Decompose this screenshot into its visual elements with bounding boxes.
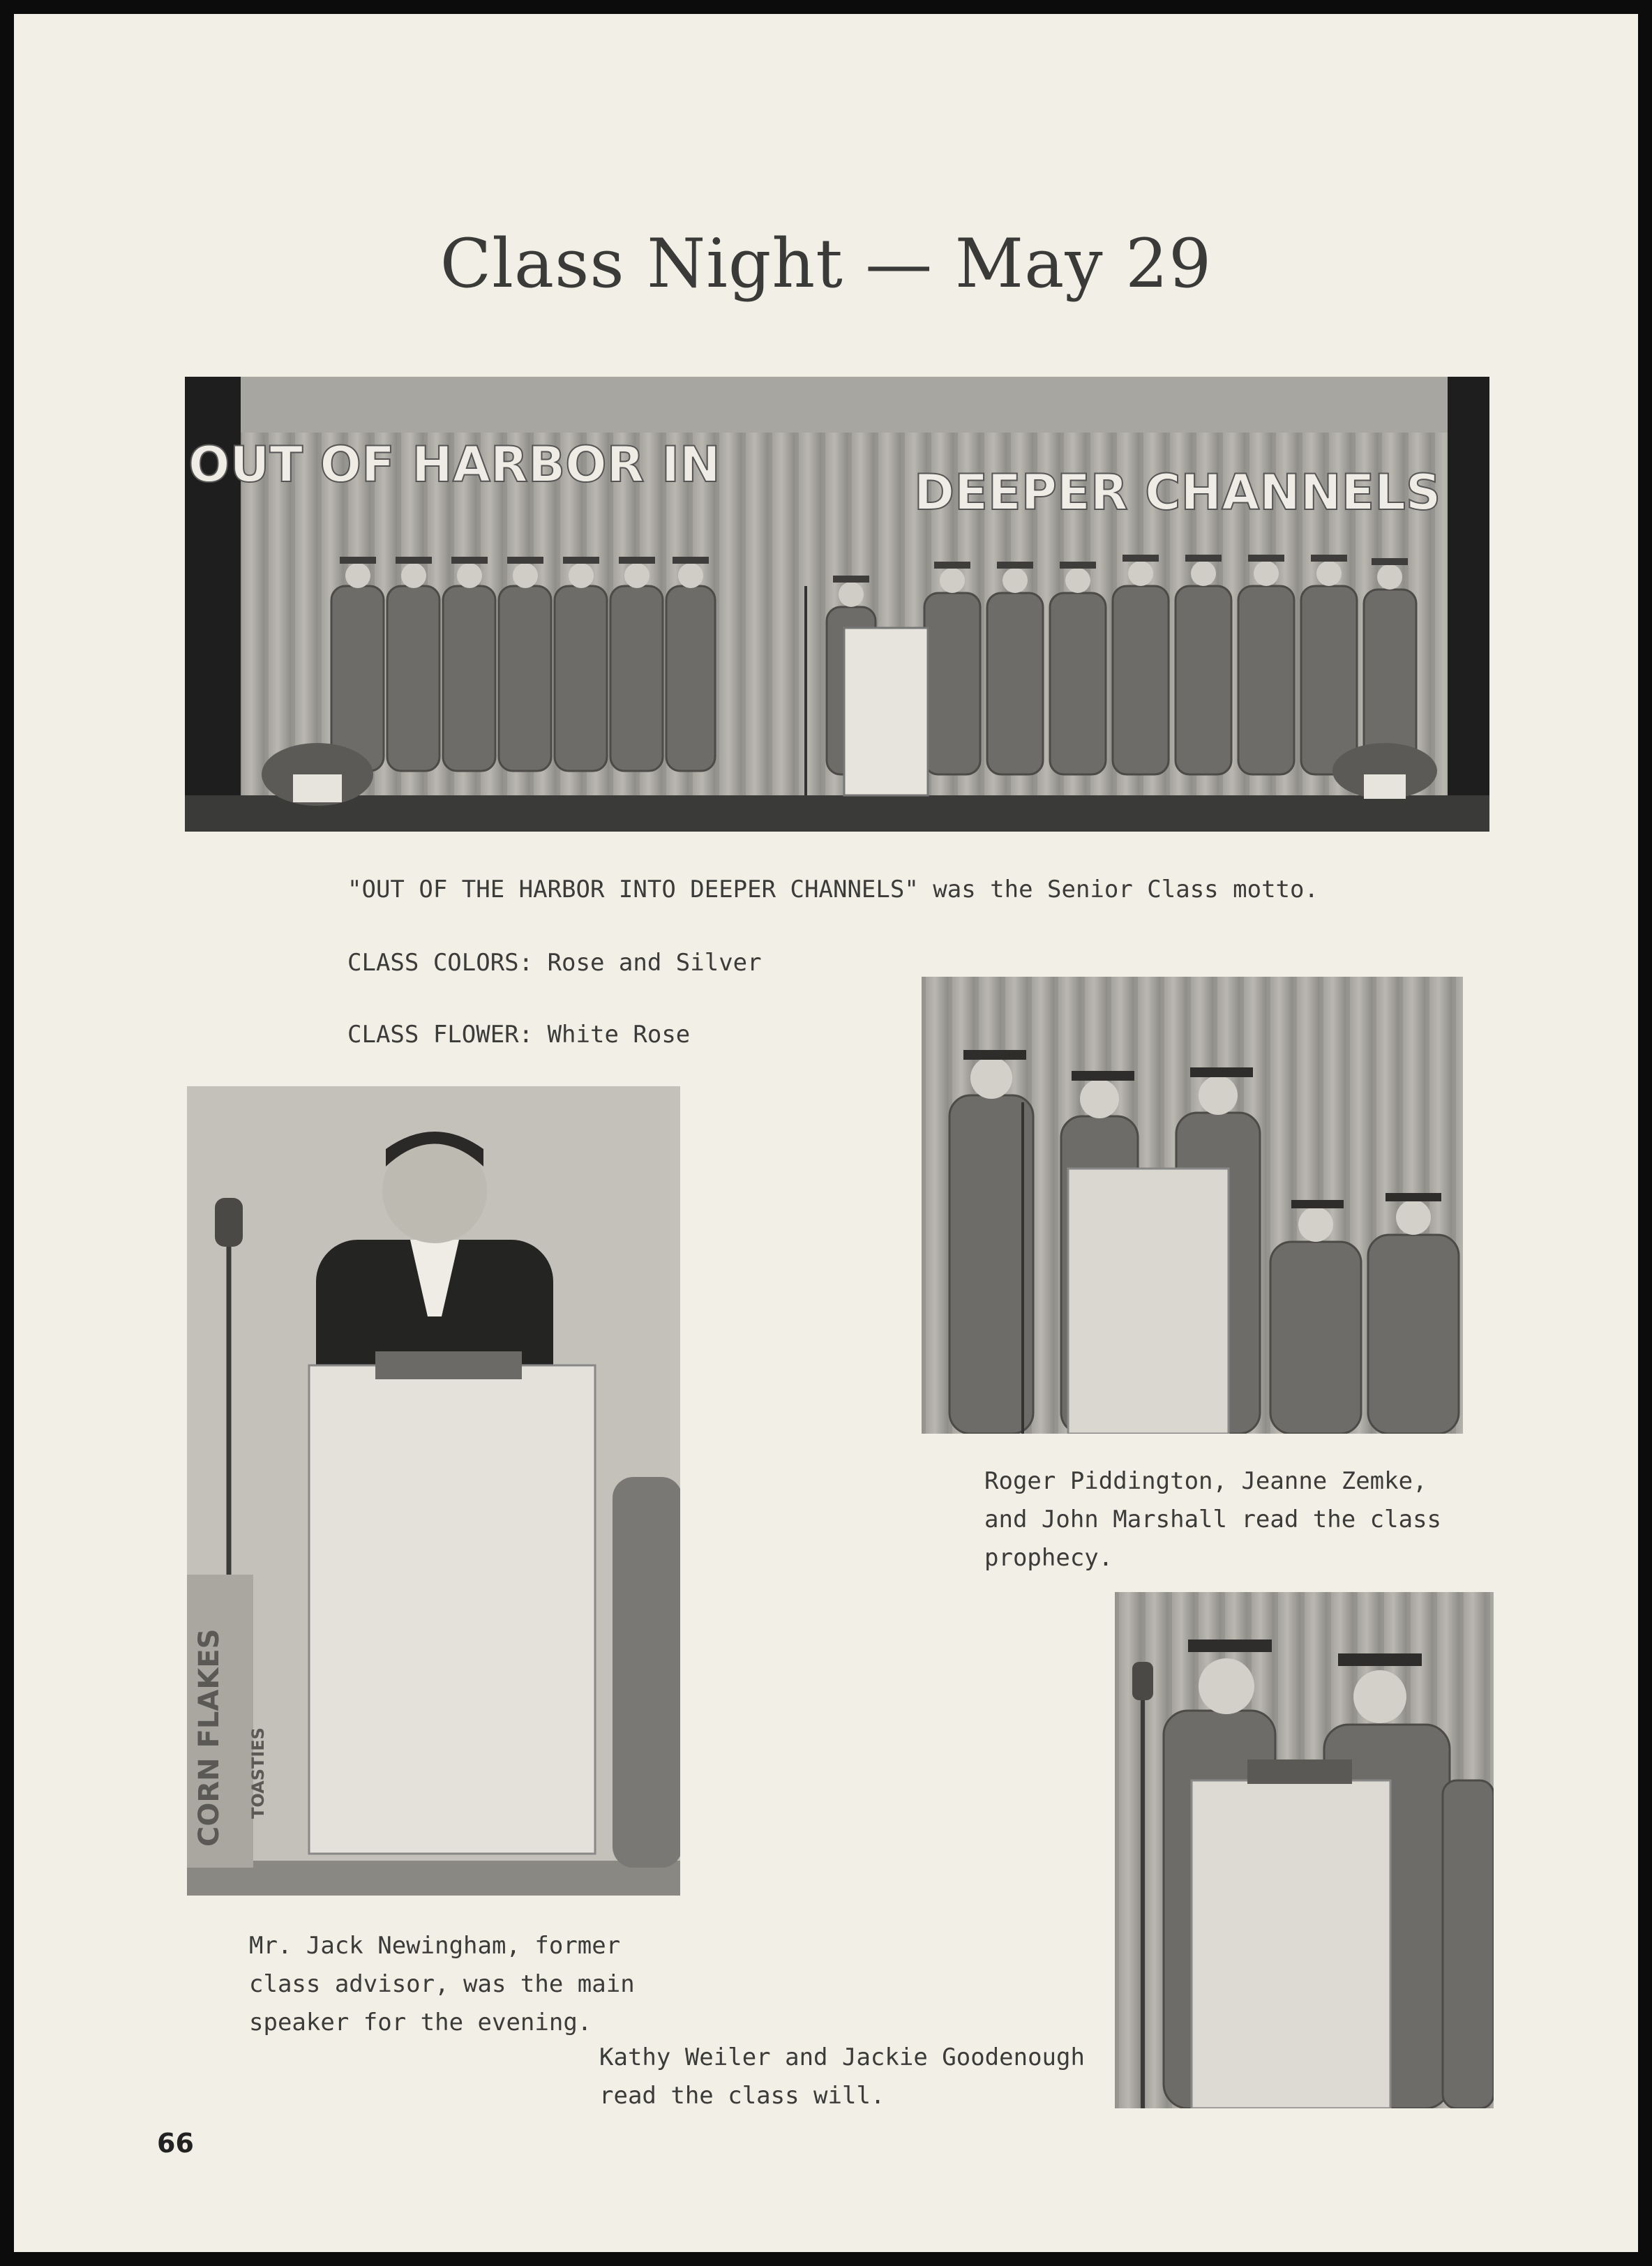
speaker-caption bbox=[249, 1927, 635, 2042]
page-number: 66 bbox=[157, 2128, 194, 2159]
speaker-photo bbox=[187, 1086, 680, 1896]
box-label-toasties: TOASTIES bbox=[248, 1727, 268, 1819]
will-caption-line: Kathy Weiler and Jackie Goodenough bbox=[599, 2043, 1085, 2071]
speaker-caption-line: speaker for the evening. bbox=[249, 2009, 592, 2036]
yearbook-page bbox=[14, 14, 1638, 2252]
colors-caption: CLASS COLORS: Rose and Silver bbox=[347, 949, 762, 977]
prophecy-caption-line: and John Marshall read the class bbox=[984, 1506, 1442, 1533]
will-caption bbox=[599, 2039, 1085, 2115]
banner-right-text: DEEPER CHANNELS bbox=[914, 464, 1441, 521]
banner-left-text: OUT OF HARBOR IN bbox=[188, 436, 721, 493]
prophecy-caption bbox=[984, 1462, 1441, 1577]
prophecy-caption-line: Roger Piddington, Jeanne Zemke, bbox=[984, 1467, 1427, 1495]
speaker-caption-line: Mr. Jack Newingham, former bbox=[249, 1932, 621, 1960]
class-will-photo bbox=[1115, 1592, 1494, 2108]
motto-caption: "OUT OF THE HARBOR INTO DEEPER CHANNELS" was the Senior Class motto. bbox=[347, 876, 1319, 903]
will-caption-line: read the class will. bbox=[599, 2082, 885, 2110]
stage-group-photo bbox=[185, 377, 1489, 832]
box-label-cornflakes: CORN FLAKES bbox=[193, 1628, 225, 1847]
prophecy-photo bbox=[922, 977, 1463, 1434]
page-title: Class Night — May 29 bbox=[440, 225, 1212, 303]
prophecy-caption-line: prophecy. bbox=[984, 1544, 1113, 1572]
speaker-caption-line: class advisor, was the main bbox=[249, 1970, 635, 1998]
flower-caption: CLASS FLOWER: White Rose bbox=[347, 1021, 691, 1049]
